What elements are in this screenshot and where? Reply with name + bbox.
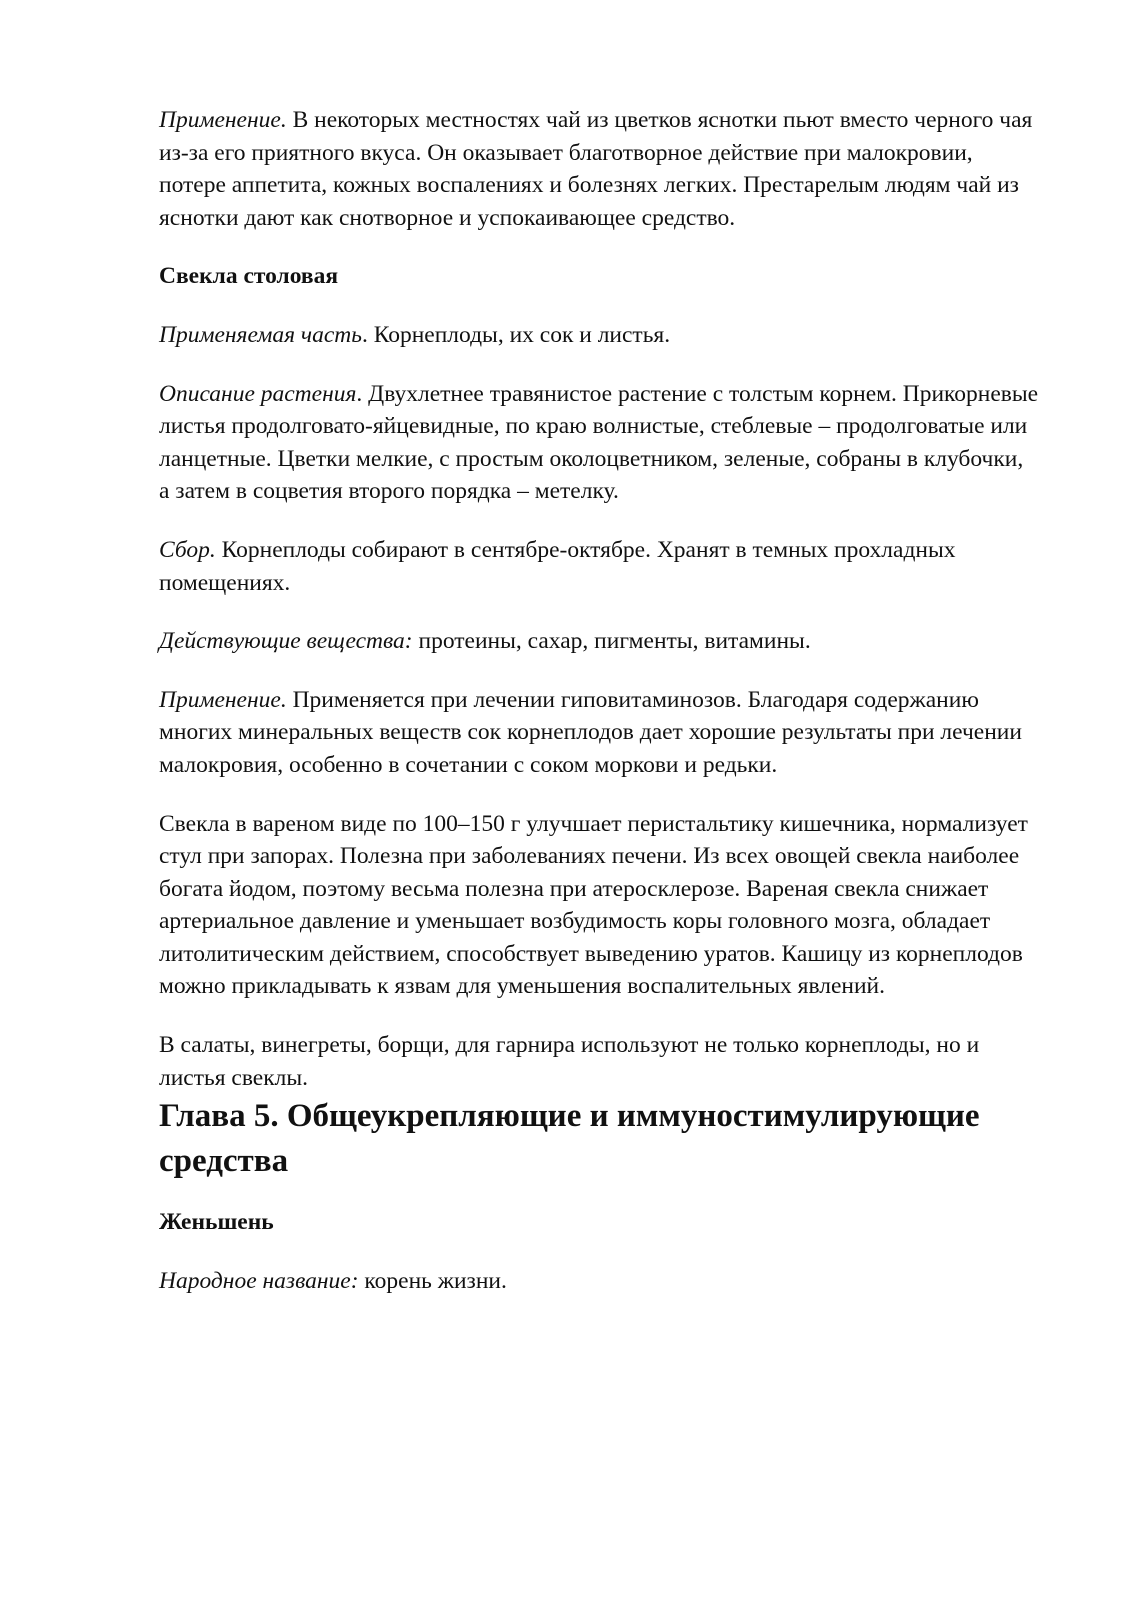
beet-description-paragraph — [159, 378, 1039, 508]
beet-collection-paragraph — [159, 534, 1039, 599]
beet-usage-paragraph — [159, 684, 1039, 782]
beet-usage-label: Применение. — [159, 686, 287, 713]
beet-substances-paragraph — [159, 625, 1039, 658]
beet-part-label: Применяемая часть — [159, 321, 362, 348]
intro-label: Применение. — [159, 107, 287, 133]
beet-description-label: Описание растения — [159, 380, 357, 407]
beet-part-paragraph — [159, 319, 1039, 352]
chapter-title: Глава 5. Общеукрепляющие и иммуностимулирующие средства — [159, 1098, 980, 1180]
ginseng-folk-name-label: Народное название: — [159, 1267, 359, 1294]
beet-description-text: . Двухлетнее травянистое растение с толстым корнем. Прикорневые листья продолговато-яйцевидные, по краю волнистые, стеблевые – продолговатые или ланцетные. Цветки мелкие, с простым околоцветником, зеленые, собраны в клубочки, а затем в соцветия второго порядка – метелку. — [159, 380, 1039, 505]
intro-paragraph — [159, 104, 1039, 234]
ginseng-folk-name-text: корень жизни. — [358, 1267, 507, 1294]
beet-section-title: Свекла столовая — [159, 263, 339, 290]
beet-collection-label: Сбор. — [159, 536, 216, 563]
ginseng-section-title: Женьшень — [159, 1209, 274, 1236]
beet-substances-label: Действующие вещества: — [159, 628, 413, 655]
beet-paragraph-2: Свекла в вареном виде по 100–150 г улучшает перистальтику кишечника, нормализует стул при запорах. Полезна при заболеваниях печени. Из всех овощей свекла наиболее богата йодом, поэтому весьма полезна при атеросклерозе. Вареная свекла снижает артериальное давление и уменьшает возбудимость коры головного мозга, обладает литолитическим действием, способствует выведению уратов. Кашицу из корнеплодов можно прикладывать к язвам для уменьшения воспалительных явлений. — [159, 810, 1028, 1000]
ginseng-folk-name-paragraph — [159, 1265, 1039, 1298]
beet-part-text: . Корнеплоды, их сок и листья. — [361, 321, 671, 348]
beet-paragraph-3: В салаты, винегреты, борщи, для гарнира используют не только корнеплоды, но и листья свеклы. — [159, 1032, 980, 1091]
beet-collection-text: Корнеплоды собирают в сентябре-октябре. Хранят в темных прохладных помещениях. — [159, 536, 956, 596]
beet-usage-text: Применяется при лечении гиповитаминозов. Благодаря содержанию многих минеральных веществ сок корнеплодов дает хорошие результаты при лечении малокровия, особенно в сочетании с соком моркови и редьки. — [159, 686, 1022, 778]
intro-text: В некоторых местностях чай из цветков яснотки пьют вместо черного чая из-за его приятного вкуса. Он оказывает благотворное действие при малокровии, потере аппетита, кожных воспалениях и болезнях легких. Престарелым людям чай из яснотки дают как снотворное и успокаивающее средство. — [159, 107, 1033, 231]
beet-substances-text: протеины, сахар, пигменты, витамины. — [412, 628, 811, 655]
document-page — [159, 104, 1039, 1297]
